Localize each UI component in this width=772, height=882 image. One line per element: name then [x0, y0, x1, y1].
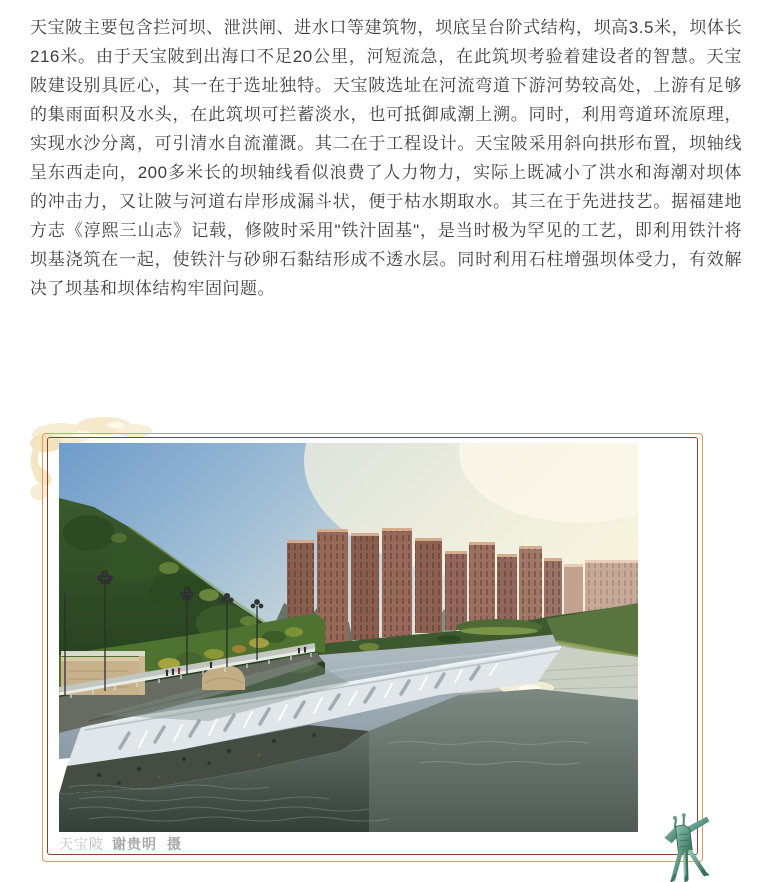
article-paragraph: 天宝陂主要包含拦河坝、泄洪闸、进水口等建筑物，坝底呈台阶式结构，坝高3.5米，坝体长216米。由于天宝陂到出海口不足20公里，河短流急，在此筑坝考验着建设者的智慧。天宝陂建设别具匠心，其一在于选址独特。天宝陂选址在河流弯道下游河势较高处，上游有足够的集雨面积及水头，在此筑坝可拦蓄淡水，也可抵御咸潮上溯。同时，利用弯道环流原理，实现水沙分离，可引清水自流灌溉。其二在于工程设计。天宝陂采用斜向拱形布置，坝轴线呈东西走向，200多米长的坝轴线看似浪费了人力物力，实际上既减小了洪水和海潮对坝体的冲击力，又让陂与河道右岸形成漏斗状，便于枯水期取水。其三在于先进技艺。据福建地方志《淳熙三山志》记载，修陂时采用"铁汁固基"，是当时极为罕见的工艺，即利用铁汁将坝基浇筑在一起，使铁汁与砂卵石黏结形成不透水层。同时利用石柱增强坝体受力，有效解决了坝基和坝体结构牢固问题。: [30, 18, 742, 298]
caption-credit-suffix: 摄: [167, 836, 182, 852]
tianbao-weir-photo[interactable]: [59, 443, 638, 832]
photo-caption: [59, 835, 182, 853]
caption-title: 天宝陂: [59, 836, 104, 852]
caption-photographer: 谢贵明: [112, 836, 157, 852]
bronze-vessel-ornament-icon: [663, 812, 715, 882]
